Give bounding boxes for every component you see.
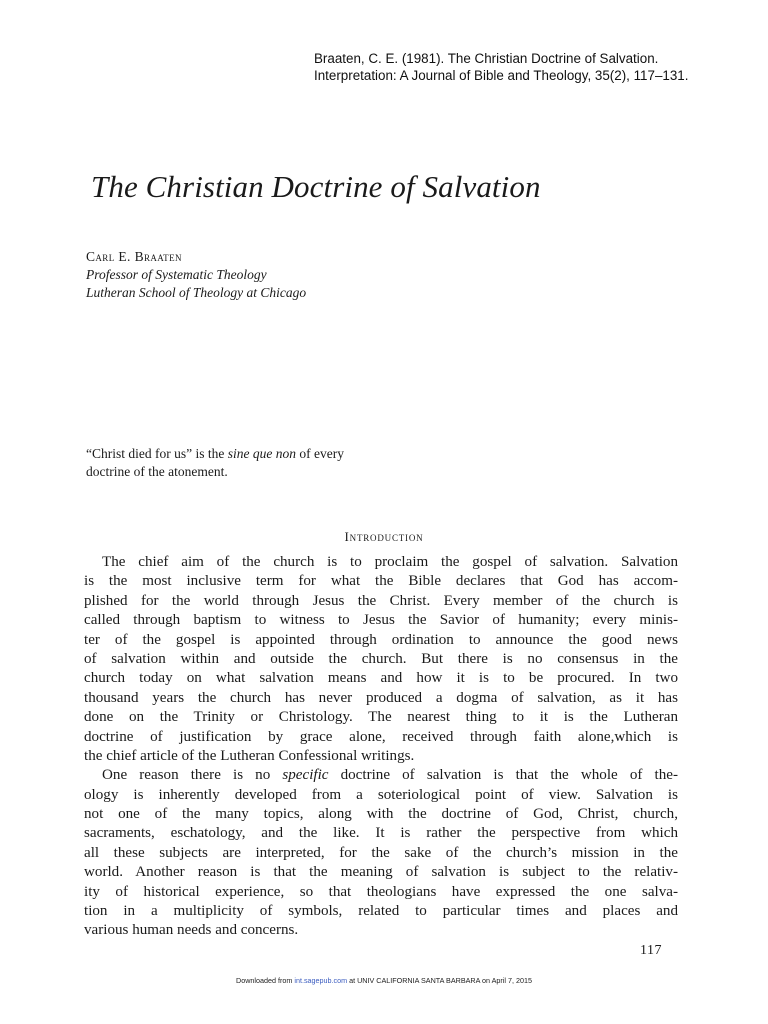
paragraph-line: thousand years the church has never produced a dogma of salvation, as it has — [84, 689, 678, 706]
paragraph-text: doctrine of salvation is that the whole of the- — [328, 767, 678, 784]
paragraph-text: One reason there is no — [102, 767, 283, 784]
epigraph — [86, 445, 426, 481]
emphasis-text: specific — [282, 767, 329, 784]
footer-suffix: at UNIV CALIFORNIA SANTA BARBARA on April 7, 2015 — [347, 976, 532, 985]
citation-line-1: Braaten, C. E. (1981). The Christian Doctrine of Salvation. — [314, 51, 659, 66]
paragraph-line: is the most inclusive term for what the Bible declares that God has accom- — [84, 573, 678, 590]
section-heading: Introduction — [344, 529, 424, 544]
paragraph-line: ity of historical experience, so that theologians have expressed the one salva- — [84, 883, 678, 900]
paragraph-line: of salvation within and outside the church. But there is no consensus in the — [84, 650, 678, 667]
paragraph-line: the chief article of the Lutheran Confessional writings. — [84, 747, 415, 764]
paragraph-line: not one of the many topics, along with the doctrine of God, Christ, church, — [84, 806, 678, 823]
paragraph-line: tion in a multiplicity of symbols, related to particular times and places and — [84, 903, 678, 920]
epigraph-latin-phrase: sine que non — [227, 446, 296, 461]
epigraph-line-1 — [86, 445, 426, 463]
paragraph-line: doctrine of justification by grace alone, received through faith alone,which is — [84, 728, 678, 745]
paragraph-line: plished for the world through Jesus the Christ. Every member of the church is — [84, 592, 678, 609]
paragraph-line — [84, 766, 678, 785]
epigraph-text-2: of every — [295, 446, 344, 461]
paragraph-line: various human needs and concerns. — [84, 922, 299, 939]
body-text — [84, 553, 678, 941]
paragraph-line: called through baptism to witness to Jesus the Savior of humanity; every minis- — [84, 612, 678, 629]
download-footer — [0, 976, 768, 985]
author-role: Professor of Systematic Theology — [86, 267, 267, 282]
article-title: The Christian Doctrine of Salvation — [91, 169, 541, 204]
page-number: 117 — [640, 943, 662, 958]
citation-header — [314, 50, 754, 84]
footer-prefix: Downloaded from — [236, 976, 295, 985]
paragraph-line: church today on what salvation means and how it is to be procured. In two — [84, 670, 678, 687]
paragraph-line: The chief aim of the church is to proclaim the gospel of salvation. Salvation — [102, 554, 678, 570]
epigraph-line-2: doctrine of the atonement. — [86, 464, 228, 479]
paragraph-line: ter of the gospel is appointed through ordination to announce the good news — [84, 631, 678, 648]
author-block — [86, 248, 306, 302]
epigraph-text-1: “Christ died for us” is the — [86, 446, 228, 461]
author-institution: Lutheran School of Theology at Chicago — [86, 285, 307, 300]
paragraph-line: all these subjects are interpreted, for the sake of the church’s mission in the — [84, 844, 678, 861]
citation-line-2: Interpretation: A Journal of Bible and Theology, 35(2), 117–131. — [314, 68, 689, 83]
author-name: Carl E. Braaten — [86, 249, 182, 264]
footer-link[interactable]: int.sagepub.com — [294, 976, 348, 985]
paragraph-line: world. Another reason is that the meaning of salvation is subject to the relativ- — [84, 864, 678, 881]
paragraph-line: done on the Trinity or Christology. The nearest thing to it is the Lutheran — [84, 709, 678, 726]
paragraph-line: sacraments, eschatology, and the like. It is rather the perspective from which — [84, 825, 678, 842]
paragraph-line: ology is inherently developed from a soteriological point of view. Salvation is — [84, 786, 678, 803]
